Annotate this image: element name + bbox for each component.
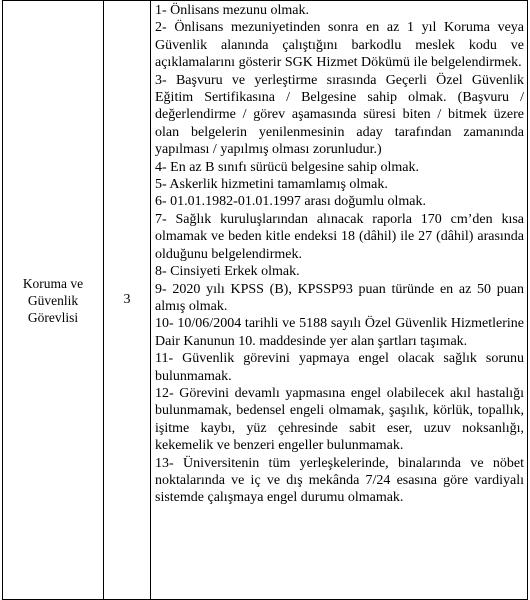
- position-count-cell: [104, 1, 151, 600]
- requirement-item: 11- Güvenlik görevini yapmaya engel olacak sağlık sorunu bulunmamak.: [155, 351, 524, 384]
- table-row: [3, 1, 528, 600]
- position-title-line: Koruma ve: [22, 275, 84, 291]
- requirement-item: 8- Cinsiyeti Erkek olmak.: [155, 264, 300, 280]
- requirement-item: 3- Başvuru ve yerleştirme sırasında Geçerli Özel Güvenlik Eğitim Sertifikasına / Belgesine sahip olmak. (Başvuru / değerlendirme / görev aşamasında süresi biten / bitmek üzere olan belgelerin yenilenmesinin aday tarafından zamanında yapılması / yapılmış olması zorunludur.): [155, 72, 524, 158]
- requirement-item: 1- Önlisans mezunu olmak.: [155, 3, 309, 18]
- position-title-line: Görevlisi: [27, 309, 79, 325]
- requirement-item: 7- Sağlık kuruluşlarından alınacak raporla 170 cm’den kısa olmamak ve beden kitle endeksi 18 (dâhil) ile 27 (dâhil) arasında olduğunu belgelendirmek.: [155, 211, 524, 262]
- requirements-cell: [151, 1, 528, 600]
- requirement-item: 2- Önlisans mezuniyetinden sonra en az 1 yıl Koruma veya Güvenlik alanında çalıştığını barkodlu meslek kodu ve açıklamalarını gösterir SGK Hizmet Dökümü ile belgelendirmek.: [155, 20, 524, 71]
- requirement-item: 9- 2020 yılı KPSS (B), KPSSP93 puan türünde en az 50 puan almış olmak.: [155, 281, 524, 314]
- requirement-item: 5- Askerlik hizmetini tamamlamış olmak.: [155, 177, 388, 193]
- requirement-item: 6- 01.01.1982-01.01.1997 arası doğumlu olmak.: [155, 194, 427, 210]
- position-count: 3: [123, 292, 131, 307]
- position-title-cell: [3, 1, 104, 600]
- position-title-line: Güvenlik: [27, 292, 79, 308]
- requirement-item: 10- 10/06/2004 tarihli ve 5188 sayılı Özel Güvenlik Hizmetlerine Dair Kanunun 10. maddesinde yer alan şartları taşımak.: [155, 316, 524, 349]
- requirement-item: 12- Görevini devamlı yapmasına engel olabilecek akıl hastalığı bulunmamak, bedensel engeli olmamak, şaşılık, körlük, topallık, işitme kaybı, yüz çehresinde sabit eser, uzuv noksanlığı, kekemelik ve benzeri engeller bulunmamak.: [155, 385, 524, 454]
- requirements-table: [2, 0, 528, 600]
- requirement-item: 13- Üniversitenin tüm yerleşkelerinde, binalarında ve nöbet noktalarında ve iç ve dış mekânda 7/24 esasına göre vardiyalı sistemde çalışmaya engel durumu olmamak.: [155, 455, 524, 506]
- requirement-item: 4- En az B sınıfı sürücü belgesine sahip olmak.: [155, 159, 419, 175]
